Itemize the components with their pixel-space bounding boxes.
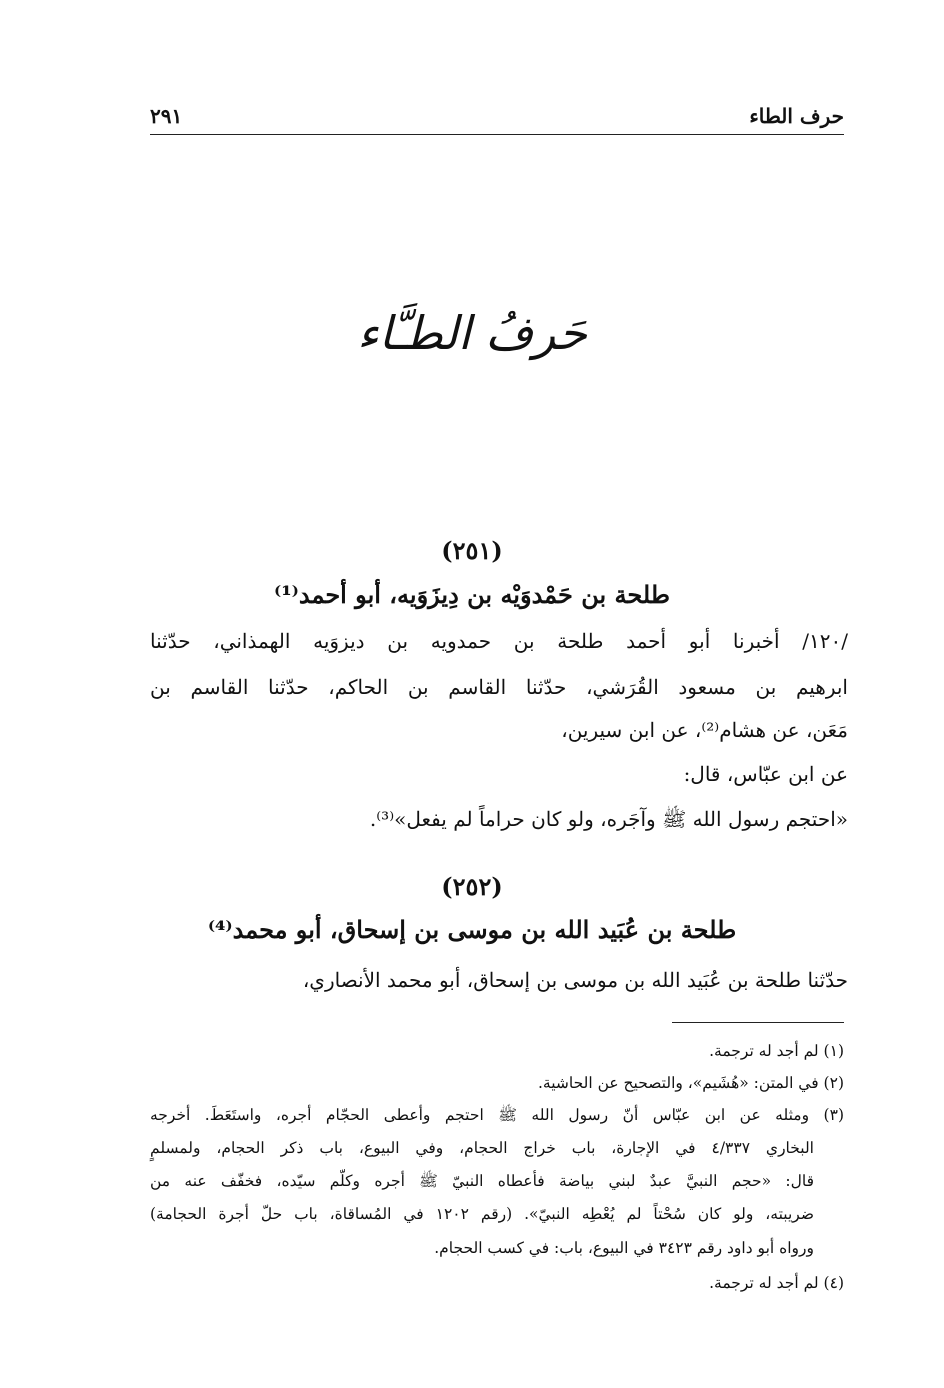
body-line: حدّثنا طلحة بن عُبَيد الله بن موسى بن إسحاق، أبو محمد الأنصاري، xyxy=(302,968,848,992)
footnote: (٢) في المتن: «هُشَيم»، والتصحيح عن الحاشية. xyxy=(537,1074,844,1092)
footnote-continuation: قال: «حجم النبيَّ عبدٌ لبني بياضة فأعطاه النبيّ ﷺ أجره وكلّم سيّده، فخفّف عنه من xyxy=(150,1172,814,1190)
body-line: /١٢٠/ أخبرنا أبو أحمد طلحة بن حمدويه بن ديزوَيه الهمذاني، حدّثنا xyxy=(150,629,848,653)
running-header xyxy=(150,104,844,135)
body-line: ابرهيم بن مسعود القُرَشي، حدّثنا القاسم بن الحاكم، حدّثنا القاسم بن xyxy=(150,675,848,699)
body-line: مَعَن، عن هشام⁽²⁾، عن ابن سيرين، xyxy=(561,718,848,742)
entry-name: طلحة بن عُبَيد الله بن موسى بن إسحاق، أبو محمد⁽⁴⁾ xyxy=(207,915,737,944)
entry-name: طلحة بن حَمْدوَيْه بن دِيزَوَيه، أبو أحمد⁽¹⁾ xyxy=(274,580,670,609)
entry-number: (٢٥٢) xyxy=(441,872,503,901)
footnote-continuation: البخاري ٤/٣٣٧ في الإجارة، باب خراج الحجام، وفي البيوع، باب ذكر الحجام، ولمسلمٍ xyxy=(150,1139,814,1157)
entry-number: (٢٥١) xyxy=(441,536,503,565)
footnote: (٣) ومثله عن ابن عبّاس أنّ رسول الله ﷺ احتجم وأعطى الحجّام أجره، واستَعَطَ. أخرجه xyxy=(150,1106,844,1124)
body-line: عن ابن عبّاس، قال: xyxy=(683,762,848,786)
page-number: ٢٩١ xyxy=(150,104,183,128)
footnote-continuation: ورواه أبو داود رقم ٣٤٢٣ في البيوع، باب: في كسب الحجام. xyxy=(434,1239,814,1257)
chapter-title: حَرفُ الطـَّاء xyxy=(357,306,587,360)
footnote: (٤) لم أجد له ترجمة. xyxy=(709,1274,844,1292)
body-line: «احتجم رسول الله ﷺ وآجَره، ولو كان حراماً لم يفعل»⁽³⁾. xyxy=(369,807,848,831)
footnote: (١) لم أجد له ترجمة. xyxy=(709,1042,844,1060)
footnote-separator xyxy=(672,1022,844,1023)
header-title: حرف الطاء xyxy=(749,104,844,128)
footnote-continuation: ضريبته، ولو كان سُحْتاً لم يُعْطِه النبيّ». (رقم ١٢٠٢ في المُساقاة، باب حلّ أجرة الحجامة) xyxy=(150,1205,814,1223)
